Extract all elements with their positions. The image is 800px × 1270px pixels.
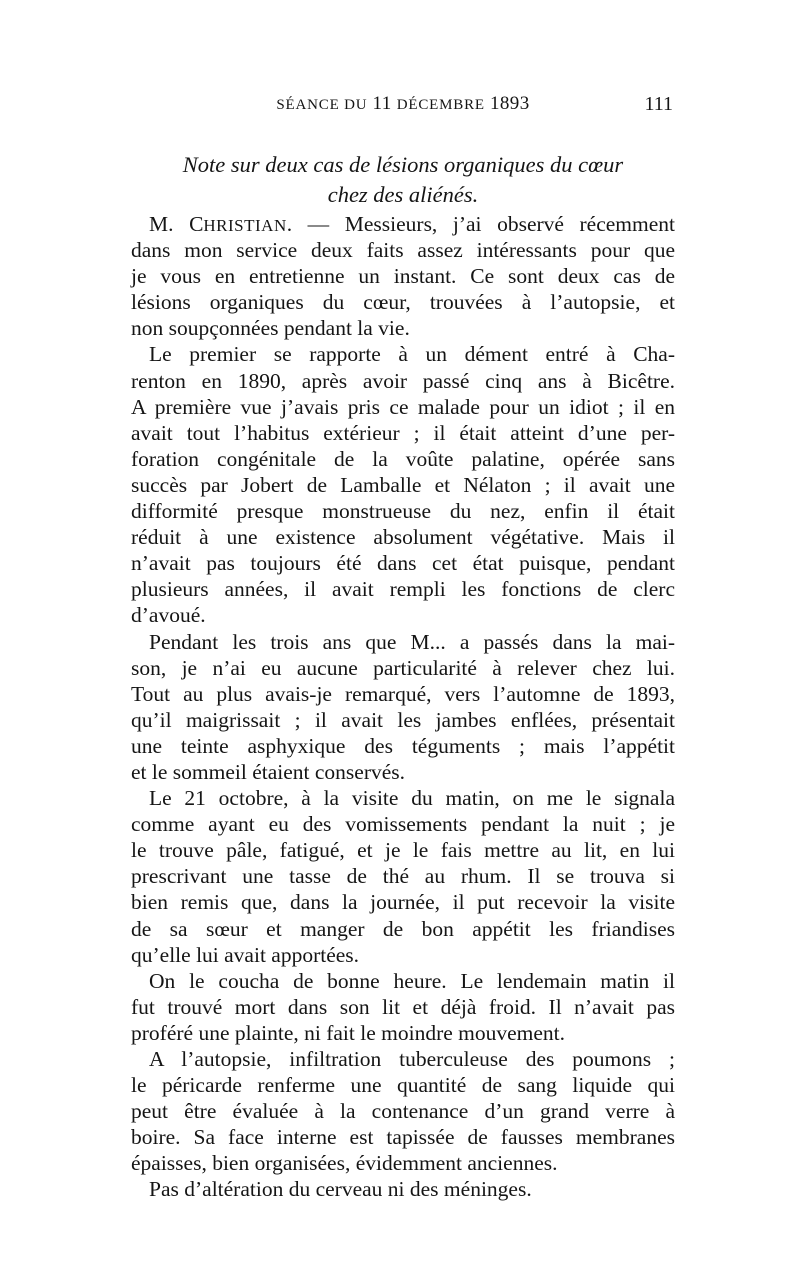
text-line: de sa sœur et manger de bon appétit les friandises — [131, 916, 675, 941]
text-line: d’avoué. — [131, 603, 206, 628]
text-line: A première vue j’avais pris ce malade pour un idiot ; il en — [131, 394, 675, 419]
note-title-line-2: chez des aliénés. — [327, 182, 479, 207]
note-title-line-1: Note sur deux cas de lésions organiques du cœur — [182, 152, 624, 177]
text-line: Pendant les trois ans que M... a passés dans la mai- — [149, 629, 675, 654]
text-line: réduit à une existence absolument végétative. Mais il — [131, 525, 675, 550]
note-title — [131, 150, 675, 210]
text-line: le trouve pâle, fatigué, et je le fais mettre au lit, en lui — [131, 838, 675, 863]
page-number: 111 — [644, 93, 673, 115]
running-head-year: 1893 — [490, 93, 530, 114]
text-line: foration congénitale de la voûte palatine, opérée sans — [131, 446, 675, 471]
text-line: épaisses, bien organisées, évidemment anciennes. — [131, 1151, 558, 1176]
text-line: et le sommeil étaient conservés. — [131, 759, 406, 784]
running-head-month: DÉCEMBRE — [396, 97, 485, 113]
text-line: boire. Sa face interne est tapissée de fausses membranes — [131, 1125, 675, 1150]
text-line: prescrivant une tasse de thé au rhum. Il se trouva si — [131, 864, 675, 889]
text-line: On le coucha de bonne heure. Le lendemain matin il — [149, 968, 675, 993]
text-line: avait tout l’habitus extérieur ; il était atteint d’une per- — [131, 420, 675, 445]
text-line: je vous en entretienne un instant. Ce sont deux cas de — [131, 264, 675, 289]
text-line: non soupçonnées pendant la vie. — [131, 316, 410, 341]
text-line: difformité presque monstrueuse du nez, enfin il était — [131, 499, 675, 524]
text-line: dans mon service deux faits assez intéressants pour que — [131, 238, 675, 263]
running-head-title — [131, 93, 675, 115]
speaker-line — [131, 211, 675, 237]
text-line: Le 21 octobre, à la visite du matin, on me le signala — [149, 786, 675, 811]
text-line: succès par Jobert de Lamballe et Nélaton ; il avait une — [131, 472, 675, 497]
text-line: son, je n’ai eu aucune particularité à relever chez lui. — [131, 655, 675, 680]
text-line: le péricarde renferme une quantité de sang liquide qui — [131, 1073, 675, 1098]
text-line: Pas d’altération du cerveau ni des méninges. — [149, 1177, 532, 1202]
text-line: bien remis que, dans la journée, il put recevoir la visite — [131, 890, 675, 915]
text-line: lésions organiques du cœur, trouvées à l’autopsie, et — [131, 290, 675, 315]
running-head-seance: SÉANCE DU — [276, 97, 368, 113]
text-line: proféré une plainte, ni fait le moindre mouvement. — [131, 1020, 566, 1045]
running-head — [131, 93, 675, 119]
speaker-prefix: M. — [149, 212, 190, 236]
body-text — [131, 211, 675, 1203]
text-line: renton en 1890, après avoir passé cinq ans à Bicêtre. — [131, 368, 675, 393]
speaker-name-initial: C — [189, 212, 204, 236]
speaker-opening: . — Messieurs, j’ai observé récemment — [286, 212, 675, 236]
running-head-day: 11 — [372, 93, 392, 114]
text-line: plusieurs années, il avait rempli les fonctions de clerc — [131, 577, 675, 602]
text-line: A l’autopsie, infiltration tuberculeuse des poumons ; — [149, 1047, 675, 1071]
text-line: qu’il maigrissait ; il avait les jambes enflées, présentait — [131, 707, 675, 732]
text-line: comme ayant eu des vomissements pendant la nuit ; je — [131, 812, 675, 837]
speaker-name-caps: HRISTIAN — [203, 216, 287, 235]
text-line: Le premier se rapporte à un dément entré à Cha- — [149, 342, 675, 367]
text-line: peut être évaluée à la contenance d’un grand verre à — [131, 1099, 675, 1124]
text-line: Tout au plus avais-je remarqué, vers l’automne de 1893, — [131, 681, 675, 706]
text-line: fut trouvé mort dans son lit et déjà froid. Il n’avait pas — [131, 994, 675, 1019]
text-line: une teinte asphyxique des téguments ; mais l’appétit — [131, 733, 675, 758]
text-line: n’avait pas toujours été dans cet état puisque, pendant — [131, 551, 675, 576]
text-line: qu’elle lui avait apportées. — [131, 942, 360, 967]
